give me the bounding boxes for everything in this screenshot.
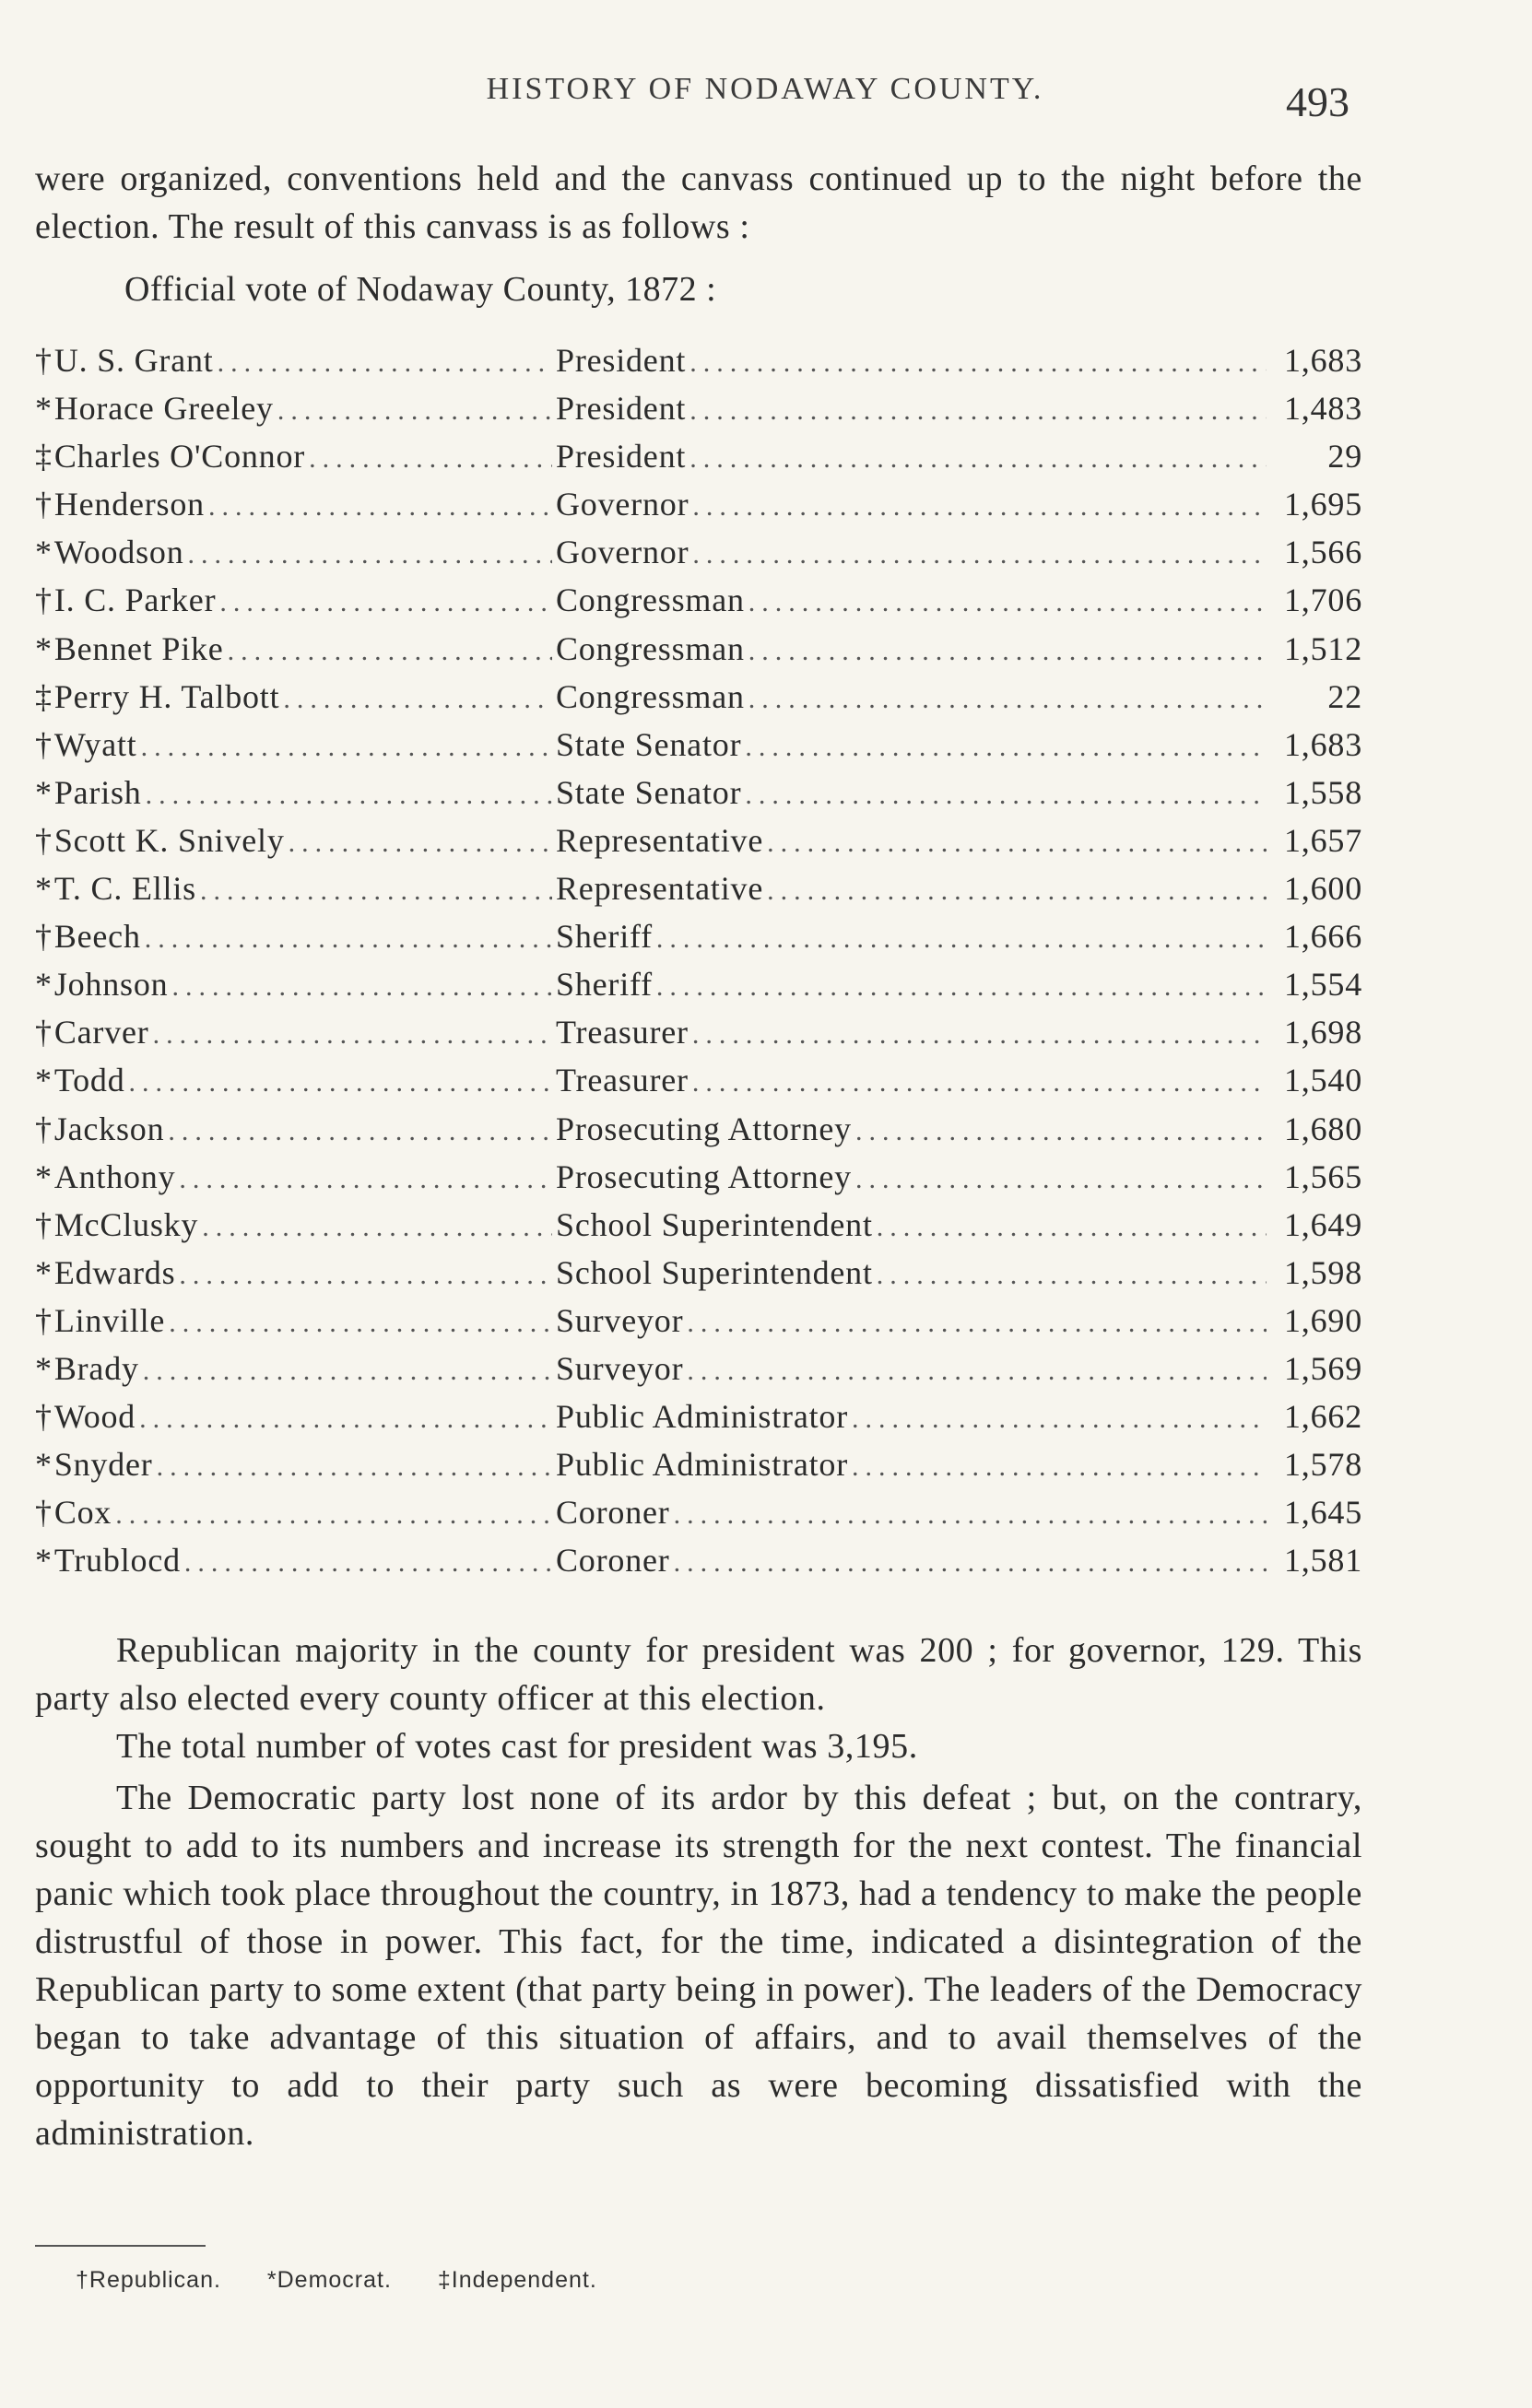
office-cell bbox=[556, 1301, 1270, 1340]
dot-leader bbox=[692, 539, 1267, 570]
summary-paragraph-majority: Republican majority in the county for president was 200 ; for governor, 129. This party also elected every county officer at this election. bbox=[35, 1631, 1362, 1718]
vote-row bbox=[35, 629, 1362, 677]
vote-count: 1,565 bbox=[1284, 1157, 1362, 1195]
candidate-cell bbox=[35, 341, 556, 380]
party-mark: * bbox=[35, 1542, 53, 1580]
candidate-name: Henderson bbox=[53, 486, 205, 523]
vote-count: 29 bbox=[1327, 438, 1362, 476]
candidate-name: Wyatt bbox=[53, 725, 137, 763]
intro-paragraph: were organized, conventions held and the canvass continued up to the night before the election. The result of this canvass is as follows : bbox=[35, 159, 1362, 246]
candidate-cell bbox=[35, 389, 556, 428]
dot-leader bbox=[852, 1451, 1267, 1483]
summary-paragraph-total: The total number of votes cast for president was 3,195. bbox=[116, 1727, 918, 1766]
footnotes bbox=[76, 2267, 636, 2294]
office-name: Representative bbox=[556, 821, 764, 859]
dot-leader bbox=[689, 443, 1267, 475]
footnote-independent: ‡Independent. bbox=[437, 2267, 597, 2293]
vote-count: 1,649 bbox=[1284, 1205, 1362, 1243]
dot-leader bbox=[745, 732, 1267, 763]
dot-leader bbox=[877, 1260, 1267, 1291]
vote-row bbox=[35, 869, 1362, 917]
vote-row bbox=[35, 485, 1362, 533]
office-name: School Superintendent bbox=[556, 1253, 873, 1291]
candidate-name: Edwards bbox=[53, 1253, 176, 1291]
candidate-cell bbox=[35, 1397, 556, 1436]
vote-row bbox=[35, 1301, 1362, 1349]
vote-count: 1,695 bbox=[1284, 486, 1362, 523]
footnote-republican: †Republican. bbox=[76, 2267, 221, 2293]
party-mark: * bbox=[35, 966, 53, 1004]
vote-row bbox=[35, 533, 1362, 581]
vote-table bbox=[35, 341, 1362, 1589]
summary-block bbox=[35, 1627, 1362, 1770]
dot-leader bbox=[855, 1116, 1267, 1147]
vote-row bbox=[35, 1493, 1362, 1541]
office-cell bbox=[556, 485, 1270, 523]
candidate-cell bbox=[35, 485, 556, 523]
vote-row bbox=[35, 389, 1362, 437]
dot-leader bbox=[228, 636, 552, 667]
vote-count: 22 bbox=[1327, 677, 1362, 715]
dot-leader bbox=[309, 443, 552, 475]
office-name: President bbox=[556, 342, 687, 379]
dot-leader bbox=[188, 539, 552, 570]
dot-leader bbox=[674, 1547, 1267, 1579]
party-mark: † bbox=[35, 725, 53, 763]
vote-row bbox=[35, 341, 1362, 389]
office-cell bbox=[556, 965, 1270, 1004]
running-header: HISTORY OF NODAWAY COUNTY. bbox=[486, 72, 1044, 106]
office-name: Congressman bbox=[556, 581, 745, 619]
office-cell bbox=[556, 773, 1270, 812]
candidate-cell bbox=[35, 437, 556, 476]
candidate-name: Charles O'Connor bbox=[53, 438, 306, 476]
dot-leader bbox=[855, 1164, 1267, 1195]
candidate-cell bbox=[35, 1013, 556, 1051]
party-mark: ‡ bbox=[35, 677, 53, 715]
dot-leader bbox=[289, 828, 552, 859]
vote-count: 1,645 bbox=[1284, 1494, 1362, 1532]
candidate-name: Scott K. Snively bbox=[53, 821, 285, 859]
dot-leader bbox=[145, 923, 552, 955]
vote-count: 1,680 bbox=[1284, 1110, 1362, 1147]
office-cell bbox=[556, 869, 1270, 908]
dot-leader bbox=[748, 636, 1267, 667]
party-mark: † bbox=[35, 1014, 53, 1051]
dot-leader bbox=[767, 875, 1267, 907]
party-mark: † bbox=[35, 918, 53, 956]
office-cell bbox=[556, 1445, 1270, 1484]
dot-leader bbox=[852, 1404, 1267, 1435]
candidate-cell bbox=[35, 869, 556, 908]
party-mark: * bbox=[35, 1157, 53, 1195]
office-name: Congressman bbox=[556, 677, 745, 715]
party-mark: † bbox=[35, 1205, 53, 1243]
office-name: Congressman bbox=[556, 629, 745, 667]
dot-leader bbox=[656, 923, 1267, 955]
office-name: Surveyor bbox=[556, 1301, 684, 1339]
vote-count: 1,657 bbox=[1284, 821, 1362, 859]
vote-row bbox=[35, 965, 1362, 1013]
vote-count: 1,554 bbox=[1284, 966, 1362, 1004]
office-cell bbox=[556, 1253, 1270, 1292]
vote-count: 1,512 bbox=[1284, 629, 1362, 667]
dot-leader bbox=[153, 1019, 552, 1051]
party-mark: † bbox=[35, 1110, 53, 1147]
dot-leader bbox=[169, 1308, 552, 1339]
candidate-cell bbox=[35, 1110, 556, 1148]
dot-leader bbox=[689, 395, 1267, 427]
office-cell bbox=[556, 437, 1270, 476]
dot-leader bbox=[141, 732, 552, 763]
party-mark: † bbox=[35, 1301, 53, 1339]
candidate-name: Linville bbox=[53, 1301, 166, 1339]
office-name: Governor bbox=[556, 534, 689, 571]
dot-leader bbox=[139, 1404, 552, 1435]
office-name: Sheriff bbox=[556, 918, 653, 956]
vote-count: 1,598 bbox=[1284, 1253, 1362, 1291]
vote-count: 1,566 bbox=[1284, 534, 1362, 571]
vote-count: 1,483 bbox=[1284, 390, 1362, 428]
office-name: President bbox=[556, 390, 687, 428]
candidate-cell bbox=[35, 1541, 556, 1580]
office-name: Governor bbox=[556, 486, 689, 523]
office-cell bbox=[556, 1349, 1270, 1388]
party-mark: * bbox=[35, 870, 53, 908]
candidate-name: Cox bbox=[53, 1494, 112, 1532]
vote-row bbox=[35, 917, 1362, 965]
dot-leader bbox=[674, 1499, 1267, 1531]
dot-leader bbox=[129, 1067, 553, 1098]
party-mark: † bbox=[35, 581, 53, 619]
dot-leader bbox=[748, 587, 1267, 618]
candidate-name: Bennet Pike bbox=[53, 629, 224, 667]
office-cell bbox=[556, 389, 1270, 428]
dot-leader bbox=[202, 1212, 552, 1243]
candidate-name: McClusky bbox=[53, 1205, 199, 1243]
candidate-name: Trublocd bbox=[53, 1542, 181, 1580]
narrative-paragraph: The Democratic party lost none of its ardor by this defeat ; but, on the contrary, sought to add to its numbers and increase its strength for the next contest. The financial panic which took place throughout the country, in 1873, had a tendency to make the people distrustful of those in power. This fact, for the time, indicated a disintegration of the Republican party to some extent (that party being in power). The leaders of the Democracy began to take advantage of this situation of affairs, and to avail themselves of the opportunity to add to their party such as were becoming dissatisfied with the administration. bbox=[35, 1779, 1362, 2153]
party-mark: † bbox=[35, 821, 53, 859]
candidate-cell bbox=[35, 1253, 556, 1292]
vote-count: 1,698 bbox=[1284, 1014, 1362, 1051]
candidate-cell bbox=[35, 533, 556, 571]
dot-leader bbox=[179, 1260, 552, 1291]
office-name: State Senator bbox=[556, 773, 742, 811]
office-cell bbox=[556, 1541, 1270, 1580]
dot-leader bbox=[687, 1308, 1267, 1339]
office-cell bbox=[556, 725, 1270, 764]
vote-count: 1,569 bbox=[1284, 1349, 1362, 1387]
party-mark: * bbox=[35, 390, 53, 428]
office-cell bbox=[556, 581, 1270, 619]
candidate-cell bbox=[35, 1061, 556, 1099]
dot-leader bbox=[168, 1116, 552, 1147]
vote-row bbox=[35, 581, 1362, 628]
dot-leader bbox=[208, 491, 552, 523]
vote-count: 1,683 bbox=[1284, 342, 1362, 379]
vote-row bbox=[35, 1541, 1362, 1589]
candidate-name: Snyder bbox=[53, 1446, 153, 1484]
office-cell bbox=[556, 677, 1270, 716]
candidate-name: Horace Greeley bbox=[53, 390, 274, 428]
candidate-cell bbox=[35, 581, 556, 619]
office-cell bbox=[556, 1397, 1270, 1436]
party-mark: * bbox=[35, 629, 53, 667]
vote-count: 1,683 bbox=[1284, 725, 1362, 763]
vote-row bbox=[35, 773, 1362, 821]
party-mark: * bbox=[35, 534, 53, 571]
party-mark: † bbox=[35, 1398, 53, 1436]
dot-leader bbox=[692, 1067, 1267, 1098]
dot-leader bbox=[689, 347, 1267, 379]
candidate-cell bbox=[35, 965, 556, 1004]
dot-leader bbox=[179, 1164, 552, 1195]
candidate-name: Carver bbox=[53, 1014, 149, 1051]
candidate-cell bbox=[35, 1301, 556, 1340]
office-name: President bbox=[556, 438, 687, 476]
vote-row bbox=[35, 1253, 1362, 1301]
vote-row bbox=[35, 725, 1362, 773]
office-cell bbox=[556, 1157, 1270, 1196]
office-cell bbox=[556, 917, 1270, 956]
office-name: Representative bbox=[556, 870, 764, 908]
vote-row bbox=[35, 1205, 1362, 1253]
party-mark: * bbox=[35, 1062, 53, 1099]
candidate-name: Johnson bbox=[53, 966, 169, 1004]
office-cell bbox=[556, 533, 1270, 571]
dot-leader bbox=[692, 1019, 1267, 1051]
office-name: Treasurer bbox=[556, 1014, 689, 1051]
vote-row bbox=[35, 1110, 1362, 1157]
vote-row bbox=[35, 1157, 1362, 1205]
candidate-name: T. C. Ellis bbox=[53, 870, 196, 908]
footnote-democrat: *Democrat. bbox=[266, 2267, 392, 2293]
office-cell bbox=[556, 1061, 1270, 1099]
candidate-cell bbox=[35, 1349, 556, 1388]
dot-leader bbox=[877, 1212, 1267, 1243]
candidate-cell bbox=[35, 1157, 556, 1196]
vote-row bbox=[35, 437, 1362, 485]
dot-leader bbox=[143, 1356, 552, 1387]
footnote-rule bbox=[35, 2245, 206, 2247]
office-cell bbox=[556, 821, 1270, 860]
vote-count: 1,666 bbox=[1284, 918, 1362, 956]
candidate-name: Perry H. Talbott bbox=[53, 677, 280, 715]
dot-leader bbox=[115, 1499, 552, 1531]
dot-leader bbox=[218, 347, 552, 379]
party-mark: † bbox=[35, 342, 53, 379]
vote-count: 1,581 bbox=[1284, 1542, 1362, 1580]
candidate-name: I. C. Parker bbox=[53, 581, 217, 619]
dot-leader bbox=[146, 780, 552, 811]
vote-count: 1,690 bbox=[1284, 1301, 1362, 1339]
candidate-cell bbox=[35, 1493, 556, 1532]
office-name: Surveyor bbox=[556, 1349, 684, 1387]
party-mark: ‡ bbox=[35, 438, 53, 476]
vote-row bbox=[35, 1061, 1362, 1109]
office-cell bbox=[556, 341, 1270, 380]
vote-row bbox=[35, 1013, 1362, 1061]
candidate-name: Jackson bbox=[53, 1110, 165, 1147]
vote-row bbox=[35, 1445, 1362, 1493]
party-mark: † bbox=[35, 486, 53, 523]
office-cell bbox=[556, 1013, 1270, 1051]
dot-leader bbox=[171, 971, 552, 1003]
office-cell bbox=[556, 629, 1270, 668]
candidate-name: Brady bbox=[53, 1349, 139, 1387]
office-name: Public Administrator bbox=[556, 1398, 848, 1436]
office-cell bbox=[556, 1205, 1270, 1244]
candidate-name: Woodson bbox=[53, 534, 184, 571]
vote-row bbox=[35, 821, 1362, 869]
dot-leader bbox=[157, 1451, 552, 1483]
dot-leader bbox=[745, 780, 1267, 811]
office-name: State Senator bbox=[556, 725, 742, 763]
candidate-cell bbox=[35, 917, 556, 956]
candidate-cell bbox=[35, 821, 556, 860]
page-number: 493 bbox=[1286, 78, 1349, 125]
candidate-cell bbox=[35, 773, 556, 812]
office-name: Prosecuting Attorney bbox=[556, 1157, 852, 1195]
office-cell bbox=[556, 1110, 1270, 1148]
candidate-cell bbox=[35, 677, 556, 716]
office-name: Sheriff bbox=[556, 966, 653, 1004]
office-name: Treasurer bbox=[556, 1062, 689, 1099]
vote-count: 1,540 bbox=[1284, 1062, 1362, 1099]
office-name: School Superintendent bbox=[556, 1205, 873, 1243]
dot-leader bbox=[184, 1547, 552, 1579]
candidate-name: Parish bbox=[53, 773, 142, 811]
party-mark: * bbox=[35, 1253, 53, 1291]
vote-count: 1,662 bbox=[1284, 1398, 1362, 1436]
candidate-cell bbox=[35, 725, 556, 764]
candidate-name: Beech bbox=[53, 918, 141, 956]
dot-leader bbox=[283, 684, 552, 715]
dot-leader bbox=[748, 684, 1267, 715]
office-name: Coroner bbox=[556, 1494, 670, 1532]
vote-count: 1,578 bbox=[1284, 1446, 1362, 1484]
office-name: Coroner bbox=[556, 1542, 670, 1580]
table-caption: Official vote of Nodaway County, 1872 : bbox=[124, 270, 717, 309]
dot-leader bbox=[200, 875, 552, 907]
vote-count: 1,600 bbox=[1284, 870, 1362, 908]
dot-leader bbox=[219, 587, 552, 618]
dot-leader bbox=[687, 1356, 1267, 1387]
candidate-name: U. S. Grant bbox=[53, 342, 214, 379]
vote-count: 1,558 bbox=[1284, 773, 1362, 811]
candidate-cell bbox=[35, 1445, 556, 1484]
vote-row bbox=[35, 677, 1362, 725]
office-cell bbox=[556, 1493, 1270, 1532]
dot-leader bbox=[277, 395, 552, 427]
office-name: Public Administrator bbox=[556, 1446, 848, 1484]
dot-leader bbox=[767, 828, 1267, 859]
candidate-name: Todd bbox=[53, 1062, 125, 1099]
party-mark: † bbox=[35, 1494, 53, 1532]
candidate-cell bbox=[35, 1205, 556, 1244]
vote-count: 1,706 bbox=[1284, 581, 1362, 619]
party-mark: * bbox=[35, 1349, 53, 1387]
dot-leader bbox=[656, 971, 1267, 1003]
party-mark: * bbox=[35, 1446, 53, 1484]
candidate-name: Wood bbox=[53, 1398, 136, 1436]
candidate-cell bbox=[35, 629, 556, 668]
candidate-name: Anthony bbox=[53, 1157, 176, 1195]
dot-leader bbox=[692, 491, 1267, 523]
party-mark: * bbox=[35, 773, 53, 811]
office-name: Prosecuting Attorney bbox=[556, 1110, 852, 1147]
vote-row bbox=[35, 1397, 1362, 1445]
vote-row bbox=[35, 1349, 1362, 1397]
